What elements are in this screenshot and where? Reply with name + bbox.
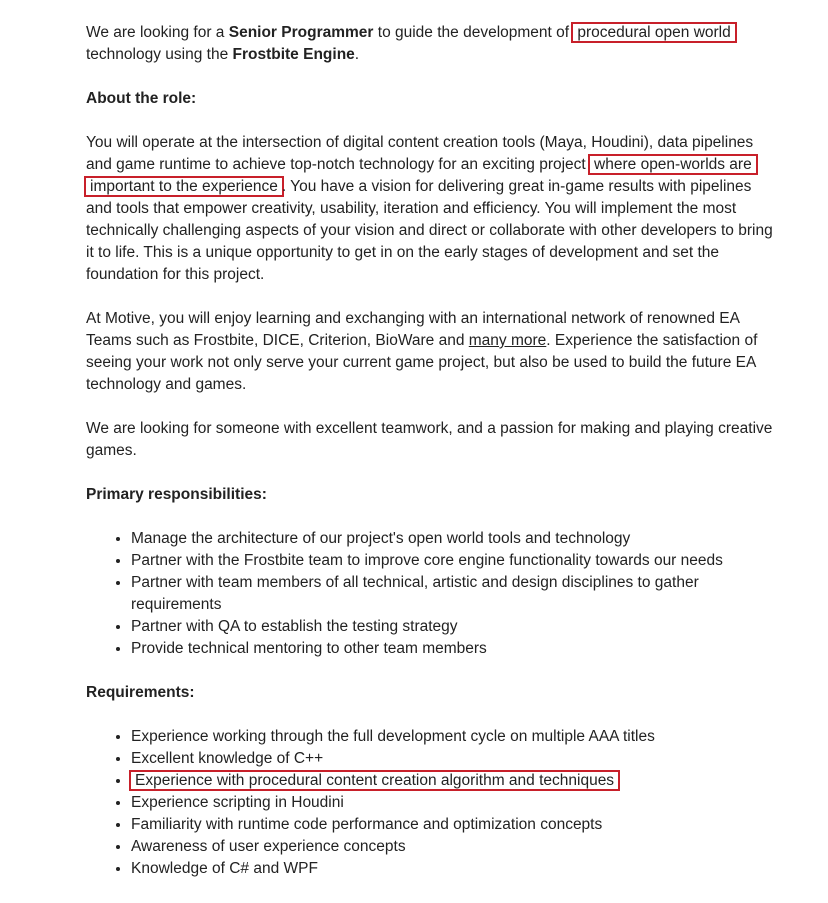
list-item: • Partner with team members of all technical, artistic and design disciplines to gather requirements (131, 572, 776, 616)
intro-paragraph (86, 22, 776, 66)
list-item (131, 770, 776, 792)
list-item: • Experience scripting in Houdini (131, 792, 776, 814)
about-paragraph-3: We are looking for someone with excellent teamwork, and a passion for making and playing creative games. (86, 420, 773, 459)
responsibilities-list (86, 528, 776, 660)
highlight-procedural-content: Experience with procedural content creation algorithm and techniques (131, 772, 618, 789)
motive-text-1: At Motive, you will enjoy learning and exchanging with an international network of renowned EA Teams such as Frostbite, DICE, Criterion, BioWare and (86, 310, 740, 349)
requirements-heading: Requirements: (86, 684, 195, 701)
about-text-2: . You have a vision for delivering great in-game results with pipelines and tools that empower creativity, usability, iteration and efficiency. You will implement the most technically challenging aspects of your vision and direct or collaborate with other developers to bring it to life. This is a unique opportunity to get in on the early stages of development and set the foundation for this project. (86, 178, 773, 283)
engine-name: Frostbite Engine (232, 46, 355, 63)
motive-text-2: . Experience the satisfaction of seeing your work not only serve your current game project, but also be used to build the future EA technology and games. (86, 332, 758, 393)
intro-text-4: . (354, 46, 360, 63)
highlight-procedural-open-world: procedural open world (573, 24, 734, 41)
about-paragraph-2 (86, 308, 776, 396)
list-item: • Manage the architecture of our project's open world tools and technology (131, 528, 776, 550)
list-item: • Awareness of user experience concepts (131, 836, 776, 858)
intro-text-3: technology using the (86, 46, 233, 63)
intro-text-1: We are looking for a (86, 24, 229, 41)
about-text-1: You will operate at the intersection of digital content creation tools (Maya, Houdini), data pipelines and game runtime to achieve top-notch technology for an exciting project (86, 134, 754, 173)
highlight-open-worlds: where open-worlds are (590, 156, 756, 173)
list-item: • Knowledge of C# and WPF (131, 858, 776, 880)
highlight-experience: important to the experience (86, 178, 282, 195)
intro-text-2: to guide the development of (373, 24, 574, 41)
role-title: Senior Programmer (228, 24, 374, 41)
job-description (86, 22, 776, 902)
requirements-list (86, 726, 776, 880)
many-more-link[interactable]: many more (468, 332, 547, 349)
list-item: • Excellent knowledge of C++ (131, 748, 776, 770)
list-item: • Familiarity with runtime code performance and optimization concepts (131, 814, 776, 836)
list-item: • Partner with QA to establish the testing strategy (131, 616, 776, 638)
list-item: • Experience working through the full development cycle on multiple AAA titles (131, 726, 776, 748)
responsibilities-heading: Primary responsibilities: (86, 486, 267, 503)
list-item: • Partner with the Frostbite team to improve core engine functionality towards our needs (131, 550, 776, 572)
list-item: • Provide technical mentoring to other team members (131, 638, 776, 660)
about-paragraph-1 (86, 132, 776, 286)
about-heading: About the role: (86, 90, 197, 107)
